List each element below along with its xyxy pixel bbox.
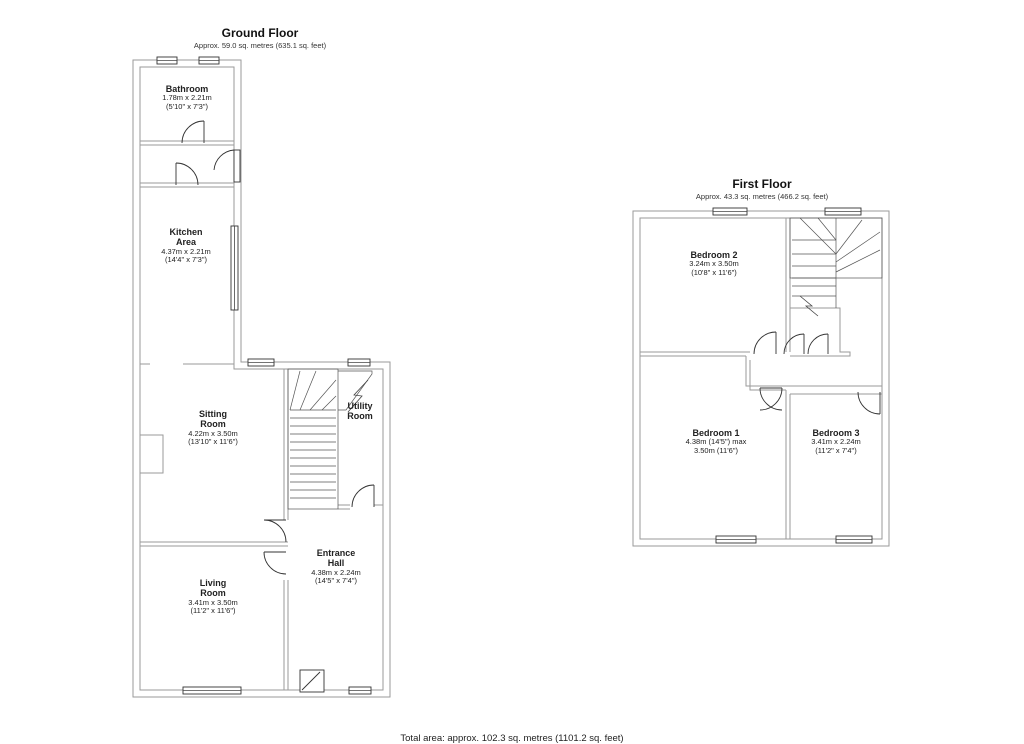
room-name: Bedroom 3 xyxy=(812,428,860,438)
room-utility xyxy=(340,401,380,422)
room-name: Room xyxy=(200,419,226,430)
room-dimensions-metric: 3.41m x 3.50m xyxy=(188,597,238,607)
room-dimensions-imperial: (13'10" x 11'6") xyxy=(188,437,238,447)
total-area: Total area: approx. 102.3 sq. metres (1101.2 sq. feet) xyxy=(400,733,624,744)
room-dimensions-metric: 4.22m x 3.50m xyxy=(188,428,238,438)
room-dimensions-metric: 1.78m x 2.21m xyxy=(162,93,212,103)
room-name: Bedroom 2 xyxy=(690,250,738,260)
room-bedroom-3 xyxy=(796,428,876,456)
room-dimensions-imperial: (11'2" x 7'4") xyxy=(815,445,857,455)
room-sitting xyxy=(168,409,258,447)
room-name: Hall xyxy=(327,558,345,569)
room-name: Area xyxy=(175,237,196,248)
room-bedroom-1 xyxy=(668,428,764,456)
room-dimensions-imperial: (5'10" x 7'3") xyxy=(166,101,208,111)
room-dimensions-metric: 3.41m x 2.24m xyxy=(811,437,861,447)
room-bedroom-2 xyxy=(672,250,756,278)
room-entrance-hall xyxy=(293,548,379,586)
room-dimensions-metric: 3.24m x 3.50m xyxy=(689,259,739,269)
room-name: Room xyxy=(200,588,226,599)
room-name: Room xyxy=(347,411,373,422)
chimney-breast xyxy=(140,435,163,473)
room-dimensions-imperial: (14'5" x 7'4") xyxy=(315,576,357,586)
room-dimensions-metric: 4.38m (14'5") max xyxy=(685,437,747,447)
room-name: Living xyxy=(199,578,227,588)
room-dimensions-imperial: (14'4" x 7'3") xyxy=(165,255,207,265)
room-bathroom xyxy=(147,84,227,112)
room-name: Bathroom xyxy=(165,84,209,94)
room-kitchen xyxy=(142,227,230,265)
ground-floor-area: Approx. 59.0 sq. metres (635.1 sq. feet) xyxy=(193,41,327,50)
room-dimensions-metric: 4.38m x 2.24m xyxy=(311,567,361,577)
first-floor-title: First Floor xyxy=(732,177,792,191)
room-name: Entrance xyxy=(316,548,356,558)
front-door xyxy=(300,670,324,692)
ground-floor-title: Ground Floor xyxy=(221,26,299,40)
room-name: Utility xyxy=(347,401,373,411)
room-name: Bedroom 1 xyxy=(692,428,740,438)
room-dimensions-imperial: (11'2" x 11'6") xyxy=(190,606,236,616)
room-dimensions-imperial: 3.50m (11'6") xyxy=(694,445,738,455)
room-dimensions-metric: 4.37m x 2.21m xyxy=(161,246,211,256)
room-living xyxy=(168,578,258,616)
room-name: Sitting xyxy=(199,409,227,419)
room-dimensions-imperial: (10'8" x 11'6") xyxy=(691,267,737,277)
room-name: Kitchen xyxy=(169,227,203,237)
first-floor-area: Approx. 43.3 sq. metres (466.2 sq. feet) xyxy=(695,192,829,201)
